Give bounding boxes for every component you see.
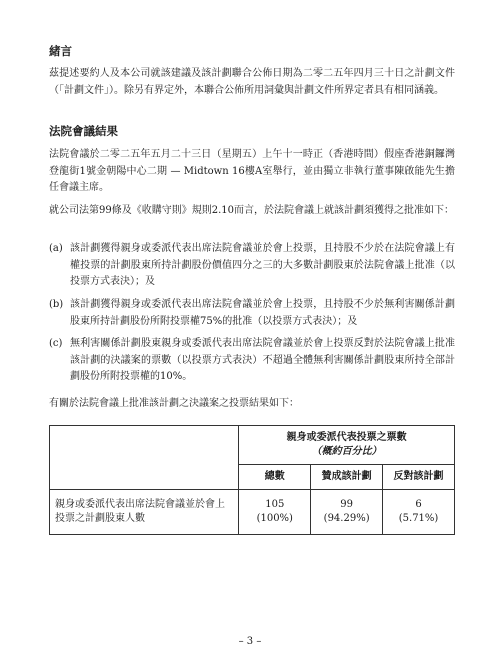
- requirement-item-a: [49, 241, 455, 291]
- against-count: 6: [415, 499, 422, 510]
- item-text: 該計劃獲得親身或委派代表出席法院會議並於會上投票，且持股不少於無利害關係計劃股東所持計劃股份所附投票權75%的批准（以投票方式表決）；及: [70, 299, 455, 327]
- court-meeting-paragraph: 法院會議於二零二五年五月二十三日（星期五）上午十一時正（香港時間）假座香港銅鑼灣登龍街1號金朝陽中心二期 — Midtown 16樓A室舉行，並由獨立非執行董事陳啟能先生擔任會議主席。: [49, 149, 455, 193]
- total-count: 105: [265, 499, 285, 510]
- votes-header: [239, 426, 455, 465]
- intro-heading: 緒言: [49, 44, 72, 58]
- page-number: – 3 –: [238, 636, 262, 647]
- column-header-for: 贊成該計劃: [311, 465, 383, 490]
- table-empty-header-cell: [50, 426, 239, 490]
- row-label: 親身或委派代表出席法院會議並於會上投票之計劃股東人數: [50, 490, 239, 535]
- votes-header-title: 親身或委派代表投票之票數: [286, 432, 407, 443]
- table-intro: 有關於法院會議上批准該計劃之決議案之投票結果如下：: [49, 398, 299, 409]
- total-percentage: (100%): [256, 513, 293, 524]
- votes-header-subtitle: （概約百分比）: [311, 446, 382, 457]
- for-cell: [311, 490, 383, 535]
- item-text: 該計劃獲得親身或委派代表出席法院會議並於會上投票，且持股不少於在法院會議上有權投票的計劃股東所持計劃股份價值四分之三的大多數計劃股東於法院會議上批准（以投票方式表決）；及: [70, 243, 455, 287]
- item-marker: (a): [49, 243, 63, 254]
- column-header-total: 總數: [239, 465, 311, 490]
- item-text: 無利害關係計劃股東親身或委派代表出席法院會議並於會上投票反對於法院會議上批准該計劃的決議案的票數（以投票方式表決）不超過全體無利害關係計劃股東所持全部計劃股份所附投票權的10%。: [70, 338, 455, 382]
- intro-paragraph: 茲提述要約人及本公司就該建議及該計劃聯合公佈日期為二零二五年四月三十日之計劃文件（「計劃文件」）。除另有界定外，本聯合公佈所用詞彙與計劃文件所界定者具有相同涵義。: [49, 68, 455, 96]
- for-count: 99: [340, 499, 354, 510]
- court-meeting-results-heading: 法院會議結果: [49, 124, 118, 138]
- table-row: [50, 490, 455, 535]
- item-marker: (b): [49, 299, 64, 310]
- voting-results-table: [49, 425, 455, 535]
- against-percentage: (5.71%): [398, 513, 439, 524]
- requirement-item-c: [49, 336, 455, 386]
- column-header-against: 反對該計劃: [383, 465, 455, 490]
- total-cell: [239, 490, 311, 535]
- requirement-item-b: [49, 297, 455, 330]
- for-percentage: (94.29%): [323, 513, 370, 524]
- item-marker: (c): [49, 338, 63, 349]
- against-cell: [383, 490, 455, 535]
- approval-requirements-paragraph: 就公司法第99條及《收購守則》規則2.10而言，於法院會議上就該計劃須獲得之批准如下：: [49, 205, 454, 216]
